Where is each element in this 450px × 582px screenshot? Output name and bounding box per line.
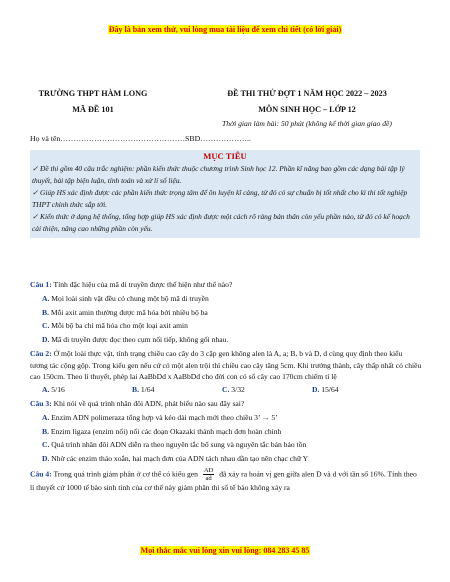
answer-option — [42, 293, 422, 305]
option-text: Mỗi bộ ba chỉ mã hóa cho một loại axit amin — [49, 321, 188, 331]
question-label: Câu 2: — [30, 348, 52, 358]
answer-option — [42, 453, 422, 465]
question-2 — [30, 348, 422, 383]
option-key: B. — [42, 307, 49, 317]
answer-option — [312, 385, 402, 395]
question-text: Khi nói về quá trình nhân đôi ADN, phát biểu nào sau đây sai? — [51, 399, 245, 409]
answer-option — [42, 307, 422, 319]
option-text: Enzim ligaza (enzim nối) nối các đoạn Okazaki thành mạch đơn hoàn chỉnh — [48, 426, 282, 436]
answer-option — [42, 412, 422, 424]
option-text: Mã di truyền được đọc theo cụm nối tiếp, không gối nhau. — [49, 335, 229, 345]
objectives-title: MỤC TIÊU — [203, 151, 247, 161]
genotype-fraction — [203, 467, 215, 483]
objective-item: ✓ Kiến thức ở dạng hệ thống, tổng hợp giúp HS xác định được một cách rõ ràng bản thân còn yếu phần nào, từ đó có kế hoạch cải thiện, nâng cao những phần còn yếu. — [32, 212, 410, 233]
question-text-after: đã xảy ra hoán vị gen giữa alen D và d với tần số 16%. Tính theo lí thuyết cứ 1000 tế bào sinh tinh của cơ thể này giảm phân thì số tế bào không xảy ra — [30, 469, 417, 493]
answer-option — [222, 385, 312, 395]
option-text: Enzim ADN polimeraza tổng hợp và kéo dài mạch mới theo chiều 3’ → 5’ — [49, 412, 278, 422]
exam-title: ĐỀ THI THỬ ĐỢT 1 NĂM HỌC 2022 – 2023 — [227, 89, 387, 98]
question-text: Tính đặc hiệu của mã di truyền được thể hiện như thế nào? — [51, 280, 233, 289]
name-line: Họ và tên…………………………………………SBD……………….. — [30, 134, 251, 143]
contact-banner-text: Mọi thắc mắc vui lòng xin vui lòng: 084 283 45 85 — [140, 546, 310, 555]
question-4 — [30, 467, 422, 494]
fraction-denominator: ad — [205, 475, 212, 483]
option-key: C. — [42, 321, 50, 331]
exam-header — [178, 86, 436, 132]
exam-subject: MÔN SINH HỌC – LỚP 12 — [258, 104, 356, 114]
option-text: 1/64 — [138, 385, 155, 395]
answer-option — [42, 426, 422, 438]
option-text: Quá trình nhân đôi ADN diễn ra theo nguyên tắc bổ sung và nguyên tắc bán bảo tồn — [49, 440, 307, 450]
preview-banner-text: Đây là bản xem thử, vui lòng mua tài liệu để xem chi tiết (có lời giải) — [108, 25, 342, 34]
question-label: Câu 3: — [30, 399, 52, 409]
option-key: A. — [42, 412, 50, 422]
objective-item: ✓ Đề thi gồm 40 câu trắc nghiệm: phần kiến thức thuộc chương trình Sinh học 12. Phần kĩ năng bao gồm các dạng bài tập lý thuyết, bài tập biện luận, tính toán và xử lí số liệu. — [32, 164, 405, 185]
option-text: 15/64 — [319, 385, 339, 395]
question-text: Ở một loài thực vật, tính trạng chiều cao cây do 3 cặp gen không alen là A, a; B, b và D, d cùng quy định theo kiểu tương tác cộng gộp. Trong kiểu gen nếu cứ có một alen trội thì chiều cao cây tăng 5cm. Khi trưởng thành, cây thấp nhất có chiều cao 150cm. Theo lí thuyết, phép lai AaBbDd x AaBbDd cho đời con có số cây cao 170cm chiếm tỉ lệ — [30, 348, 422, 382]
objectives-box — [30, 150, 420, 238]
option-key: B. — [132, 385, 139, 395]
objective-item: ✓ Giúp HS xác định được các phần kiến thức trọng tâm để ôn luyện kĩ càng, từ đó có sự chuẩn bị tốt nhất cho kì thi tốt nghiệp THPT chính thức sắp tới. — [32, 188, 408, 209]
school-name: TRƯỜNG THPT HÀM LONG — [38, 89, 148, 98]
contact-banner — [0, 546, 450, 557]
option-key: A. — [42, 293, 50, 303]
questions-section — [30, 279, 422, 496]
option-text: Nhờ các enzim tháo xoắn, hai mạch đơn của ADN tách nhau dần tạo nên chạc chữ Y — [49, 454, 309, 464]
exam-time: Thời gian làm bài: 50 phút (không kể thời gian giao đề) — [222, 119, 392, 129]
question-1 — [30, 279, 422, 291]
option-text: Mỗi axit amin thường được mã hóa bởi nhiều bộ ba — [48, 307, 208, 317]
answer-option — [42, 439, 422, 451]
fraction-numerator: AD — [203, 466, 214, 474]
exam-code: MÃ ĐỀ 101 — [72, 104, 114, 114]
answer-option — [42, 320, 422, 332]
question-label: Câu 4: — [30, 469, 52, 479]
question-label: Câu 1: — [30, 280, 52, 289]
preview-banner — [0, 25, 450, 36]
option-key: A. — [42, 385, 50, 395]
option-key: D. — [42, 335, 50, 345]
answer-options-row — [42, 385, 422, 395]
option-key: C. — [222, 385, 230, 395]
option-key: D. — [312, 385, 320, 395]
answer-option — [42, 334, 422, 346]
option-text: 5/16 — [49, 385, 65, 395]
answer-option — [132, 385, 222, 395]
school-header — [18, 86, 168, 117]
option-key: B. — [42, 426, 49, 436]
option-key: C. — [42, 440, 50, 450]
option-key: D. — [42, 454, 50, 464]
option-text: Mọi loài sinh vật đều có chung một bộ mã di truyền — [49, 293, 209, 303]
question-3 — [30, 398, 422, 410]
question-text-before: Trong quá trình giảm phân ở cơ thể có kiểu gen — [51, 469, 200, 479]
option-text: 3/32 — [229, 385, 245, 395]
answer-option — [42, 385, 132, 395]
